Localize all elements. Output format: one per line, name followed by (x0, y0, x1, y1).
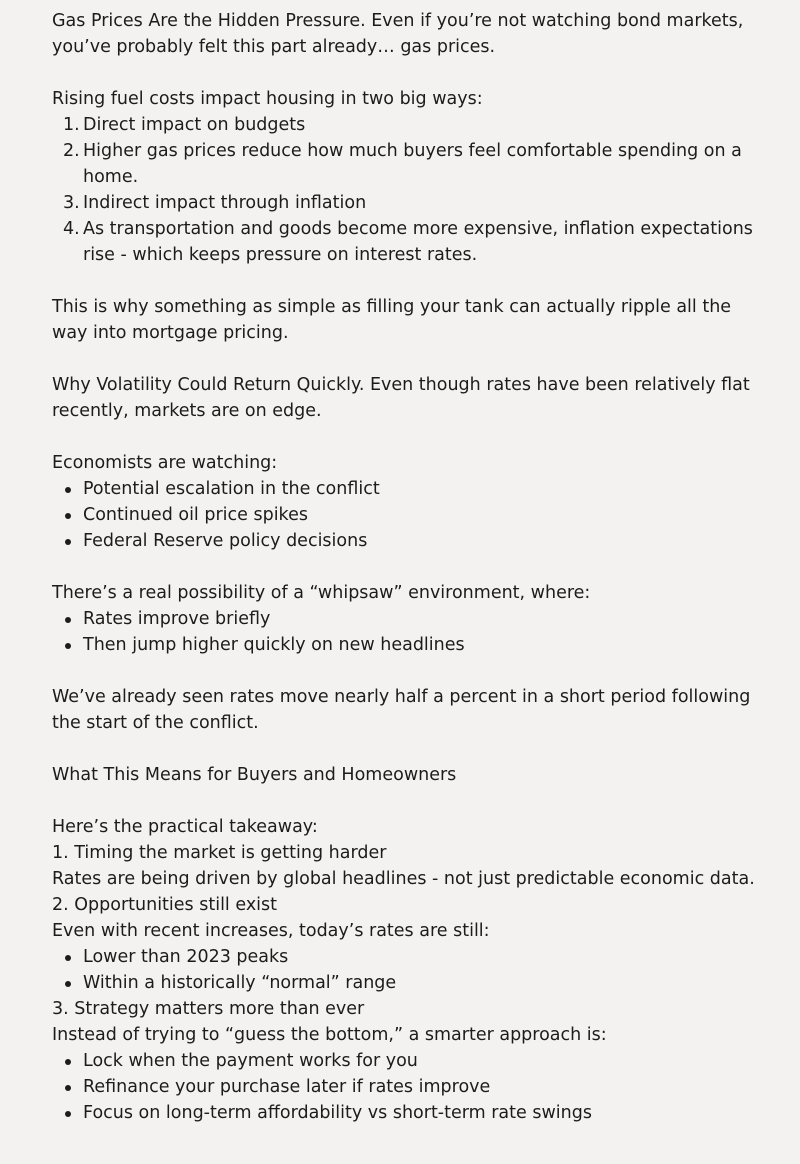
list-item (52, 528, 760, 554)
list-item (52, 476, 760, 502)
list-item-text: Indirect impact through inflation (83, 193, 367, 213)
whipsaw-lead: There’s a real possibility of a “whipsaw” environment, where: (52, 583, 591, 603)
point-3-text: Instead of trying to “guess the bottom,” a smarter approach is: (52, 1025, 607, 1045)
list-item-text: Refinance your purchase later if rates improve (83, 1077, 491, 1097)
fuel-impact-list (52, 112, 760, 268)
list-item-text: As transportation and goods become more expensive, inflation expectations rise - which keeps pressure on interest rates. (83, 219, 753, 265)
point-1-title: 1. Timing the market is getting harder (52, 843, 387, 863)
point-1-text: Rates are being driven by global headlines - not just predictable economic data. (52, 869, 755, 889)
list-item-text: Potential escalation in the conflict (83, 479, 380, 499)
section-heading: What This Means for Buyers and Homeowners (52, 765, 457, 785)
volatility-intro: Why Volatility Could Return Quickly. Even though rates have been relatively flat recently, markets are on edge. (52, 375, 750, 421)
list-item (52, 138, 760, 190)
list-item (52, 190, 760, 216)
list-item-text: Focus on long-term affordability vs short-term rate swings (83, 1103, 592, 1123)
list-item (52, 216, 760, 268)
list-item (52, 632, 760, 658)
bullet-icon (65, 1111, 71, 1117)
strategy-list (52, 1048, 760, 1126)
spacer (52, 788, 760, 814)
list-item (52, 944, 760, 970)
bullet-icon (65, 513, 71, 519)
bullet-icon (65, 981, 71, 987)
point-2-text: Even with recent increases, today’s rates are still: (52, 921, 490, 941)
spacer (52, 268, 760, 294)
list-number: 1. (63, 115, 80, 135)
rates-moved-paragraph: We’ve already seen rates move nearly half a percent in a short period following the start of the conflict. (52, 687, 751, 733)
list-item-text: Then jump higher quickly on new headlines (83, 635, 465, 655)
list-number: 3. (63, 193, 80, 213)
list-item (52, 1074, 760, 1100)
economists-lead: Economists are watching: (52, 453, 278, 473)
list-item-text: Rates improve briefly (83, 609, 271, 629)
bullet-icon (65, 1085, 71, 1091)
list-item-text: Higher gas prices reduce how much buyers feel comfortable spending on a home. (83, 141, 742, 187)
spacer (52, 424, 760, 450)
bullet-icon (65, 1059, 71, 1065)
list-item-text: Continued oil price spikes (83, 505, 308, 525)
takeaway-lead: Here’s the practical takeaway: (52, 817, 318, 837)
ripple-paragraph: This is why something as simple as filling your tank can actually ripple all the way into mortgage pricing. (52, 297, 732, 343)
bullet-icon (65, 955, 71, 961)
spacer (52, 658, 760, 684)
fuel-costs-lead: Rising fuel costs impact housing in two big ways: (52, 89, 483, 109)
list-item (52, 606, 760, 632)
list-item (52, 112, 760, 138)
rates-still-list (52, 944, 760, 996)
list-item-text: Lower than 2023 peaks (83, 947, 289, 967)
list-item-text: Lock when the payment works for you (83, 1051, 418, 1071)
spacer (52, 554, 760, 580)
point-3-title: 3. Strategy matters more than ever (52, 999, 365, 1019)
spacer (52, 736, 760, 762)
list-number: 2. (63, 141, 80, 161)
bullet-icon (65, 487, 71, 493)
list-item-text: Direct impact on budgets (83, 115, 306, 135)
bullet-icon (65, 539, 71, 545)
list-item (52, 502, 760, 528)
whipsaw-list (52, 606, 760, 658)
list-item (52, 970, 760, 996)
list-item (52, 1100, 760, 1126)
economists-list (52, 476, 760, 554)
spacer (52, 60, 760, 86)
bullet-icon (65, 617, 71, 623)
bullet-icon (65, 643, 71, 649)
spacer (52, 346, 760, 372)
point-2-title: 2. Opportunities still exist (52, 895, 278, 915)
list-item (52, 1048, 760, 1074)
gas-prices-intro: Gas Prices Are the Hidden Pressure. Even if you’re not watching bond markets, you’ve probably felt this part already… gas prices. (52, 11, 744, 57)
list-item-text: Federal Reserve policy decisions (83, 531, 368, 551)
list-item-text: Within a historically “normal” range (83, 973, 397, 993)
list-number: 4. (63, 219, 80, 239)
